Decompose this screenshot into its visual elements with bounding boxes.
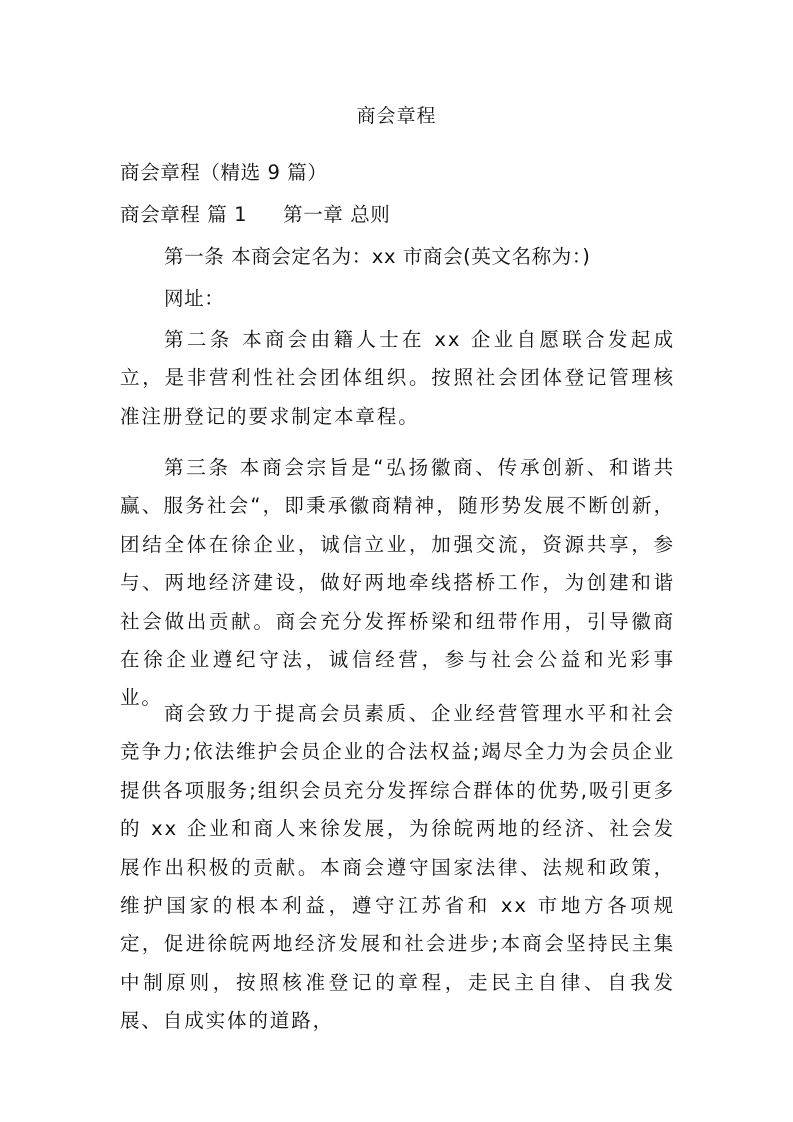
chapter-heading: 第一章 总则: [283, 203, 391, 226]
document-subtitle: 商会章程（精选 9 篇）: [120, 161, 328, 184]
website-line: 网址：: [164, 287, 225, 310]
document-title: 商会章程: [356, 105, 437, 127]
section-heading-line: [120, 201, 390, 229]
article-2: 第二条 本商会由籍人士在 xx 企业自愿联合发起成立，是非营利性社会团体组织。按照社会团体登记管理核准注册登记的要求制定本章程。: [120, 328, 675, 428]
section-label: 商会章程 篇 1: [120, 203, 248, 226]
article-1: 第一条 本商会定名为：xx 市商会(英文名称为：): [164, 245, 591, 268]
commerce-mission-paragraph: 商会致力于提高会员素质、企业经营管理水平和社会竞争力;依法维护会员企业的合法权益;竭尽全力为会员企业提供各项服务;组织会员充分发挥综合群体的优势,吸引更多的 xx 企业和商人来徐发展，为徐皖两地的经济、社会发展作出积极的贡献。本商会遵守国家法律、法规和政策，维护国家的根本利益，遵守江苏省和 xx 市地方各项规定，促进徐皖两地经济发展和社会进步;本商会坚持民主集中制原则，按照核准登记的章程，走民主自律、自我发展、自成实体的道路，: [120, 702, 675, 1033]
article-3: 第三条 本商会宗旨是“弘扬徽商、传承创新、和谐共赢、服务社会“，即秉承徽商精神，随形势发展不断创新，团结全体在徐企业，诚信立业，加强交流，资源共享，参与、两地经济建设，做好两地牵线搭桥工作，为创建和谐社会做出贡献。商会充分发挥桥梁和纽带作用，引导徽商在徐企业遵纪守法，诚信经营，参与社会公益和光彩事业。: [120, 456, 675, 710]
